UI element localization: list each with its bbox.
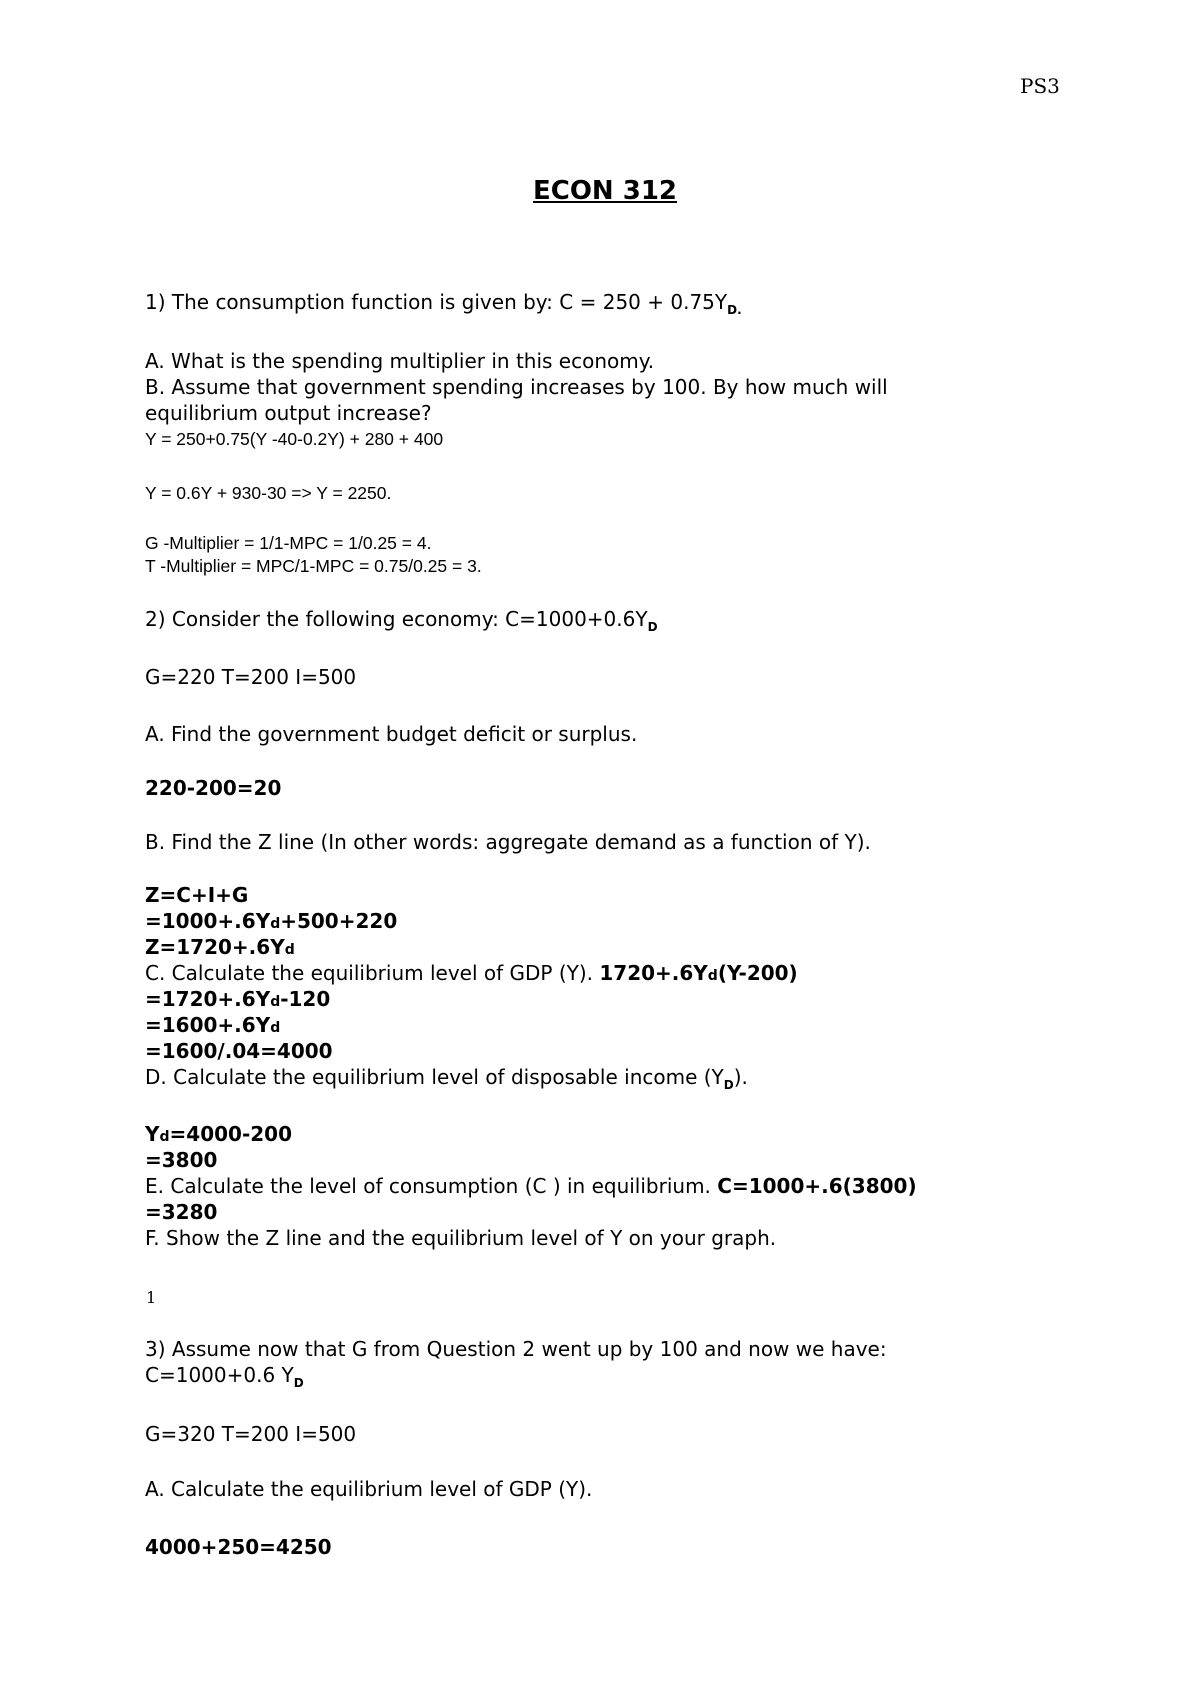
q1-calc-1: Y = 250+0.75(Y -40-0.2Y) + 280 + 400: [145, 429, 444, 449]
q2-params: G=220 T=200 I=500: [145, 665, 357, 689]
q1-calc-3: G -Multiplier = 1/1-MPC = 1/0.25 = 4.: [145, 533, 432, 553]
q2-part-c-answer-4: =1600/.04=4000: [145, 1039, 333, 1063]
page-number: 1: [146, 1288, 157, 1307]
q2-part-c-answer-2: =1720+.6Yd-120: [145, 987, 331, 1011]
q2-part-b-answer-2: =1000+.6Yd+500+220: [145, 909, 398, 933]
q2-part-c-answer-3: =1600+.6Yd: [145, 1013, 281, 1037]
q3-part-a: A. Calculate the equilibrium level of GDP (Y).: [145, 1477, 593, 1501]
q1-prompt: 1) The consumption function is given by: $C = 250 + 0.75Y_{D.}$: [145, 290, 742, 317]
page-header: PS3: [1020, 74, 1060, 98]
q2-part-d: D. Calculate the equilibrium level of disposable income $(Y_D)$.: [145, 1065, 748, 1092]
q2-part-a: A. Find the government budget deficit or surplus.: [145, 722, 638, 746]
q2-part-c: C. Calculate the equilibrium level of GDP (Y). 1720+.6Yd(Y-200): [145, 961, 798, 985]
q2-part-b: B. Find the Z line (In other words: aggregate demand as a function of Y).: [145, 830, 871, 854]
q2-prompt: 2) Consider the following economy: $C=1000+0.6Y_D$: [145, 607, 658, 634]
q2-part-d-answer-1: Yd=4000-200: [145, 1122, 292, 1146]
q2-part-f: F. Show the Z line and the equilibrium level of Y on your graph.: [145, 1226, 777, 1250]
q2-part-b-answer-1: Z=C+I+G: [145, 883, 249, 907]
document-title: ECON 312: [532, 176, 678, 206]
q1-part-a: A. What is the spending multiplier in this economy.: [145, 349, 655, 373]
q1-calc-4: T -Multiplier = MPC/1-MPC = 0.75/0.25 = 3.: [145, 556, 482, 576]
q2-part-e: E. Calculate the level of consumption (C ) in equilibrium. C=1000+.6(3800): [145, 1174, 917, 1198]
q2-part-b-answer-3: Z=1720+.6Yd: [145, 935, 295, 959]
q3-part-a-answer: 4000+250=4250: [145, 1535, 332, 1559]
q1-calc-2: Y = 0.6Y + 930-30 => Y = 2250.: [145, 483, 392, 503]
q2-part-a-answer: 220-200=20: [145, 776, 282, 800]
q3-params: G=320 T=200 I=500: [145, 1422, 357, 1446]
q3-prompt-line2: C=1000+0.6 $Y_D$: [145, 1363, 304, 1390]
q1-part-b-line2: equilibrium output increase?: [145, 401, 432, 425]
q3-prompt-line1: 3) Assume now that G from Question 2 went up by 100 and now we have:: [145, 1337, 887, 1361]
q1-part-b-line1: B. Assume that government spending increases by 100. By how much will: [145, 375, 888, 399]
q2-part-d-answer-2: =3800: [145, 1148, 218, 1172]
q2-part-e-answer-2: =3280: [145, 1200, 218, 1224]
